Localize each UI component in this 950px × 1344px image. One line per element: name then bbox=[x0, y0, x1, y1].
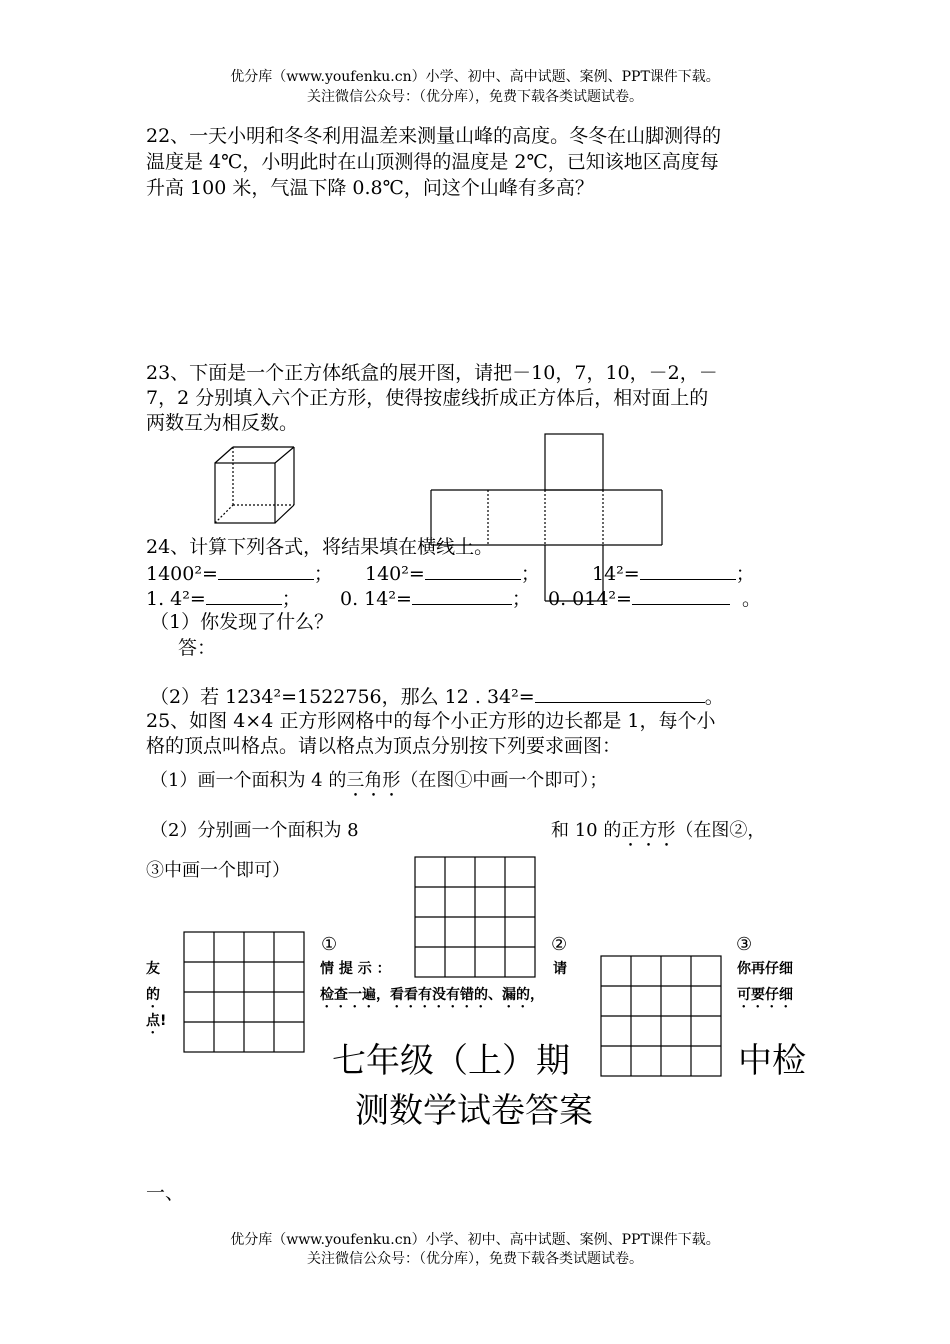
q23-line-1: 23、下面是一个正方体纸盒的展开图，请把－10，7，10，－2，－ bbox=[146, 362, 718, 384]
q22-line-1: 22、一天小明和冬冬利用温差来测量山峰的高度。冬冬在山脚测得的 bbox=[146, 125, 722, 147]
answer-title-line-2: 测数学试卷答案 bbox=[355, 1091, 593, 1131]
figure-label-3: ③ bbox=[736, 934, 753, 955]
tip-left-2: 的 bbox=[146, 987, 160, 1003]
sub1-pre: （1）画一个面积为 4 的 bbox=[150, 770, 347, 791]
expr-1400-sq: 1400²= bbox=[146, 563, 218, 585]
period: 。 bbox=[741, 588, 761, 610]
sub2-text: （2）若 1234²=1522756，那么 12 . 34²= bbox=[150, 686, 535, 708]
tip-left-3: 点! bbox=[146, 1013, 167, 1029]
answer-blank[interactable] bbox=[632, 586, 730, 605]
separator: ； bbox=[520, 563, 540, 585]
q22-line-3: 升高 100 米，气温下降 0.8℃，问这个山峰有多高？ bbox=[146, 177, 594, 199]
grid-figure-1 bbox=[183, 931, 305, 1053]
sub1-emphasis: 三角形 bbox=[346, 770, 401, 791]
header-line-2: 关注微信公众号：（优分库），免费下载各类试题试卷。 bbox=[307, 89, 643, 105]
footer-line-1: 优分库（www.youfenku.cn）小学、初中、高中试题、案例、PPT课件下载。 bbox=[230, 1232, 720, 1248]
q22-line-2: 温度是 4℃，小明此时在山顶测得的温度是 2℃，已知该地区高度每 bbox=[146, 151, 719, 173]
expr-140-sq: 140²= bbox=[365, 563, 425, 585]
tip-mid-2: 检查一遍，看看有没有错的、漏的， bbox=[320, 987, 544, 1003]
separator: ； bbox=[281, 588, 301, 610]
grid-figure-3 bbox=[600, 955, 722, 1077]
tip-left-1: 友 bbox=[146, 961, 160, 977]
separator: ； bbox=[511, 588, 531, 610]
answer-blank[interactable] bbox=[640, 561, 736, 580]
tip-right-1: 你再仔细 bbox=[737, 961, 793, 977]
answer-blank[interactable] bbox=[425, 561, 521, 580]
separator: ； bbox=[735, 563, 755, 585]
tip-mid-1: 情 提 示 ： bbox=[320, 961, 391, 977]
sub2-post: （在图②， bbox=[675, 820, 766, 841]
q24-answer-label: 答： bbox=[178, 637, 217, 659]
q24-expr-5 bbox=[340, 586, 531, 613]
q23-line-3: 两数互为相反数。 bbox=[146, 412, 299, 434]
figure-label-2: ② bbox=[551, 934, 568, 955]
q24-expr-6 bbox=[548, 586, 761, 613]
figure-label-1: ① bbox=[321, 934, 338, 955]
footer-line-2: 关注微信公众号：（优分库），免费下载各类试题试卷。 bbox=[307, 1251, 643, 1267]
expr-1-4-sq: 1. 4²= bbox=[146, 588, 206, 610]
q25-sub2-pre: （2）分别画一个面积为 8 bbox=[150, 820, 359, 841]
answer-blank[interactable] bbox=[218, 561, 314, 580]
separator: ； bbox=[313, 563, 333, 585]
tip-right-a: 请 bbox=[553, 961, 567, 977]
header-line-1: 优分库（www.youfenku.cn）小学、初中、高中试题、案例、PPT课件下载。 bbox=[230, 69, 720, 85]
period: 。 bbox=[704, 686, 724, 708]
q25-sub2-line-2: ③中画一个即可） bbox=[146, 860, 290, 881]
answer-blank[interactable] bbox=[412, 586, 512, 605]
expr-14-sq: 14²= bbox=[592, 563, 640, 585]
answer-title-part-2: 中检 bbox=[738, 1041, 806, 1081]
tip-right-2: 可要仔细 bbox=[737, 987, 793, 1003]
cube-figure bbox=[214, 446, 296, 524]
sub1-post: （在图①中画一个即可）； bbox=[400, 770, 608, 791]
q24-expr-1 bbox=[146, 561, 333, 588]
expr-0-014-sq: 0. 014²= bbox=[548, 588, 632, 610]
q23-line-2: 7，2 分别填入六个正方形，使得按虚线折成正方体后，相对面上的 bbox=[146, 387, 709, 409]
sub2-mid: 和 10 的 bbox=[551, 820, 622, 841]
q24-sub2 bbox=[150, 684, 724, 711]
q25-sub1 bbox=[150, 767, 607, 801]
q25-sub2-rest bbox=[551, 817, 765, 851]
section-one: 一、 bbox=[146, 1182, 185, 1204]
q25-line-2: 格的顶点叫格点。请以格点为顶点分别按下列要求画图： bbox=[146, 735, 622, 757]
grid-figure-2 bbox=[414, 856, 536, 978]
answer-blank[interactable] bbox=[206, 586, 282, 605]
q24-expr-3 bbox=[592, 561, 755, 588]
expr-0-14-sq: 0. 14²= bbox=[340, 588, 412, 610]
sub2-emphasis: 正方形 bbox=[621, 820, 676, 841]
q24-expr-2 bbox=[365, 561, 540, 588]
answer-blank[interactable] bbox=[535, 684, 705, 703]
answer-title-part-1: 七年级（上）期 bbox=[332, 1041, 570, 1081]
q24-sub1: （1）你发现了什么？ bbox=[150, 611, 334, 633]
q25-line-1: 25、如图 4×4 正方形网格中的每个小正方形的边长都是 1，每个小 bbox=[146, 710, 716, 732]
q24-line-1: 24、计算下列各式，将结果填在横线上。 bbox=[146, 536, 494, 558]
